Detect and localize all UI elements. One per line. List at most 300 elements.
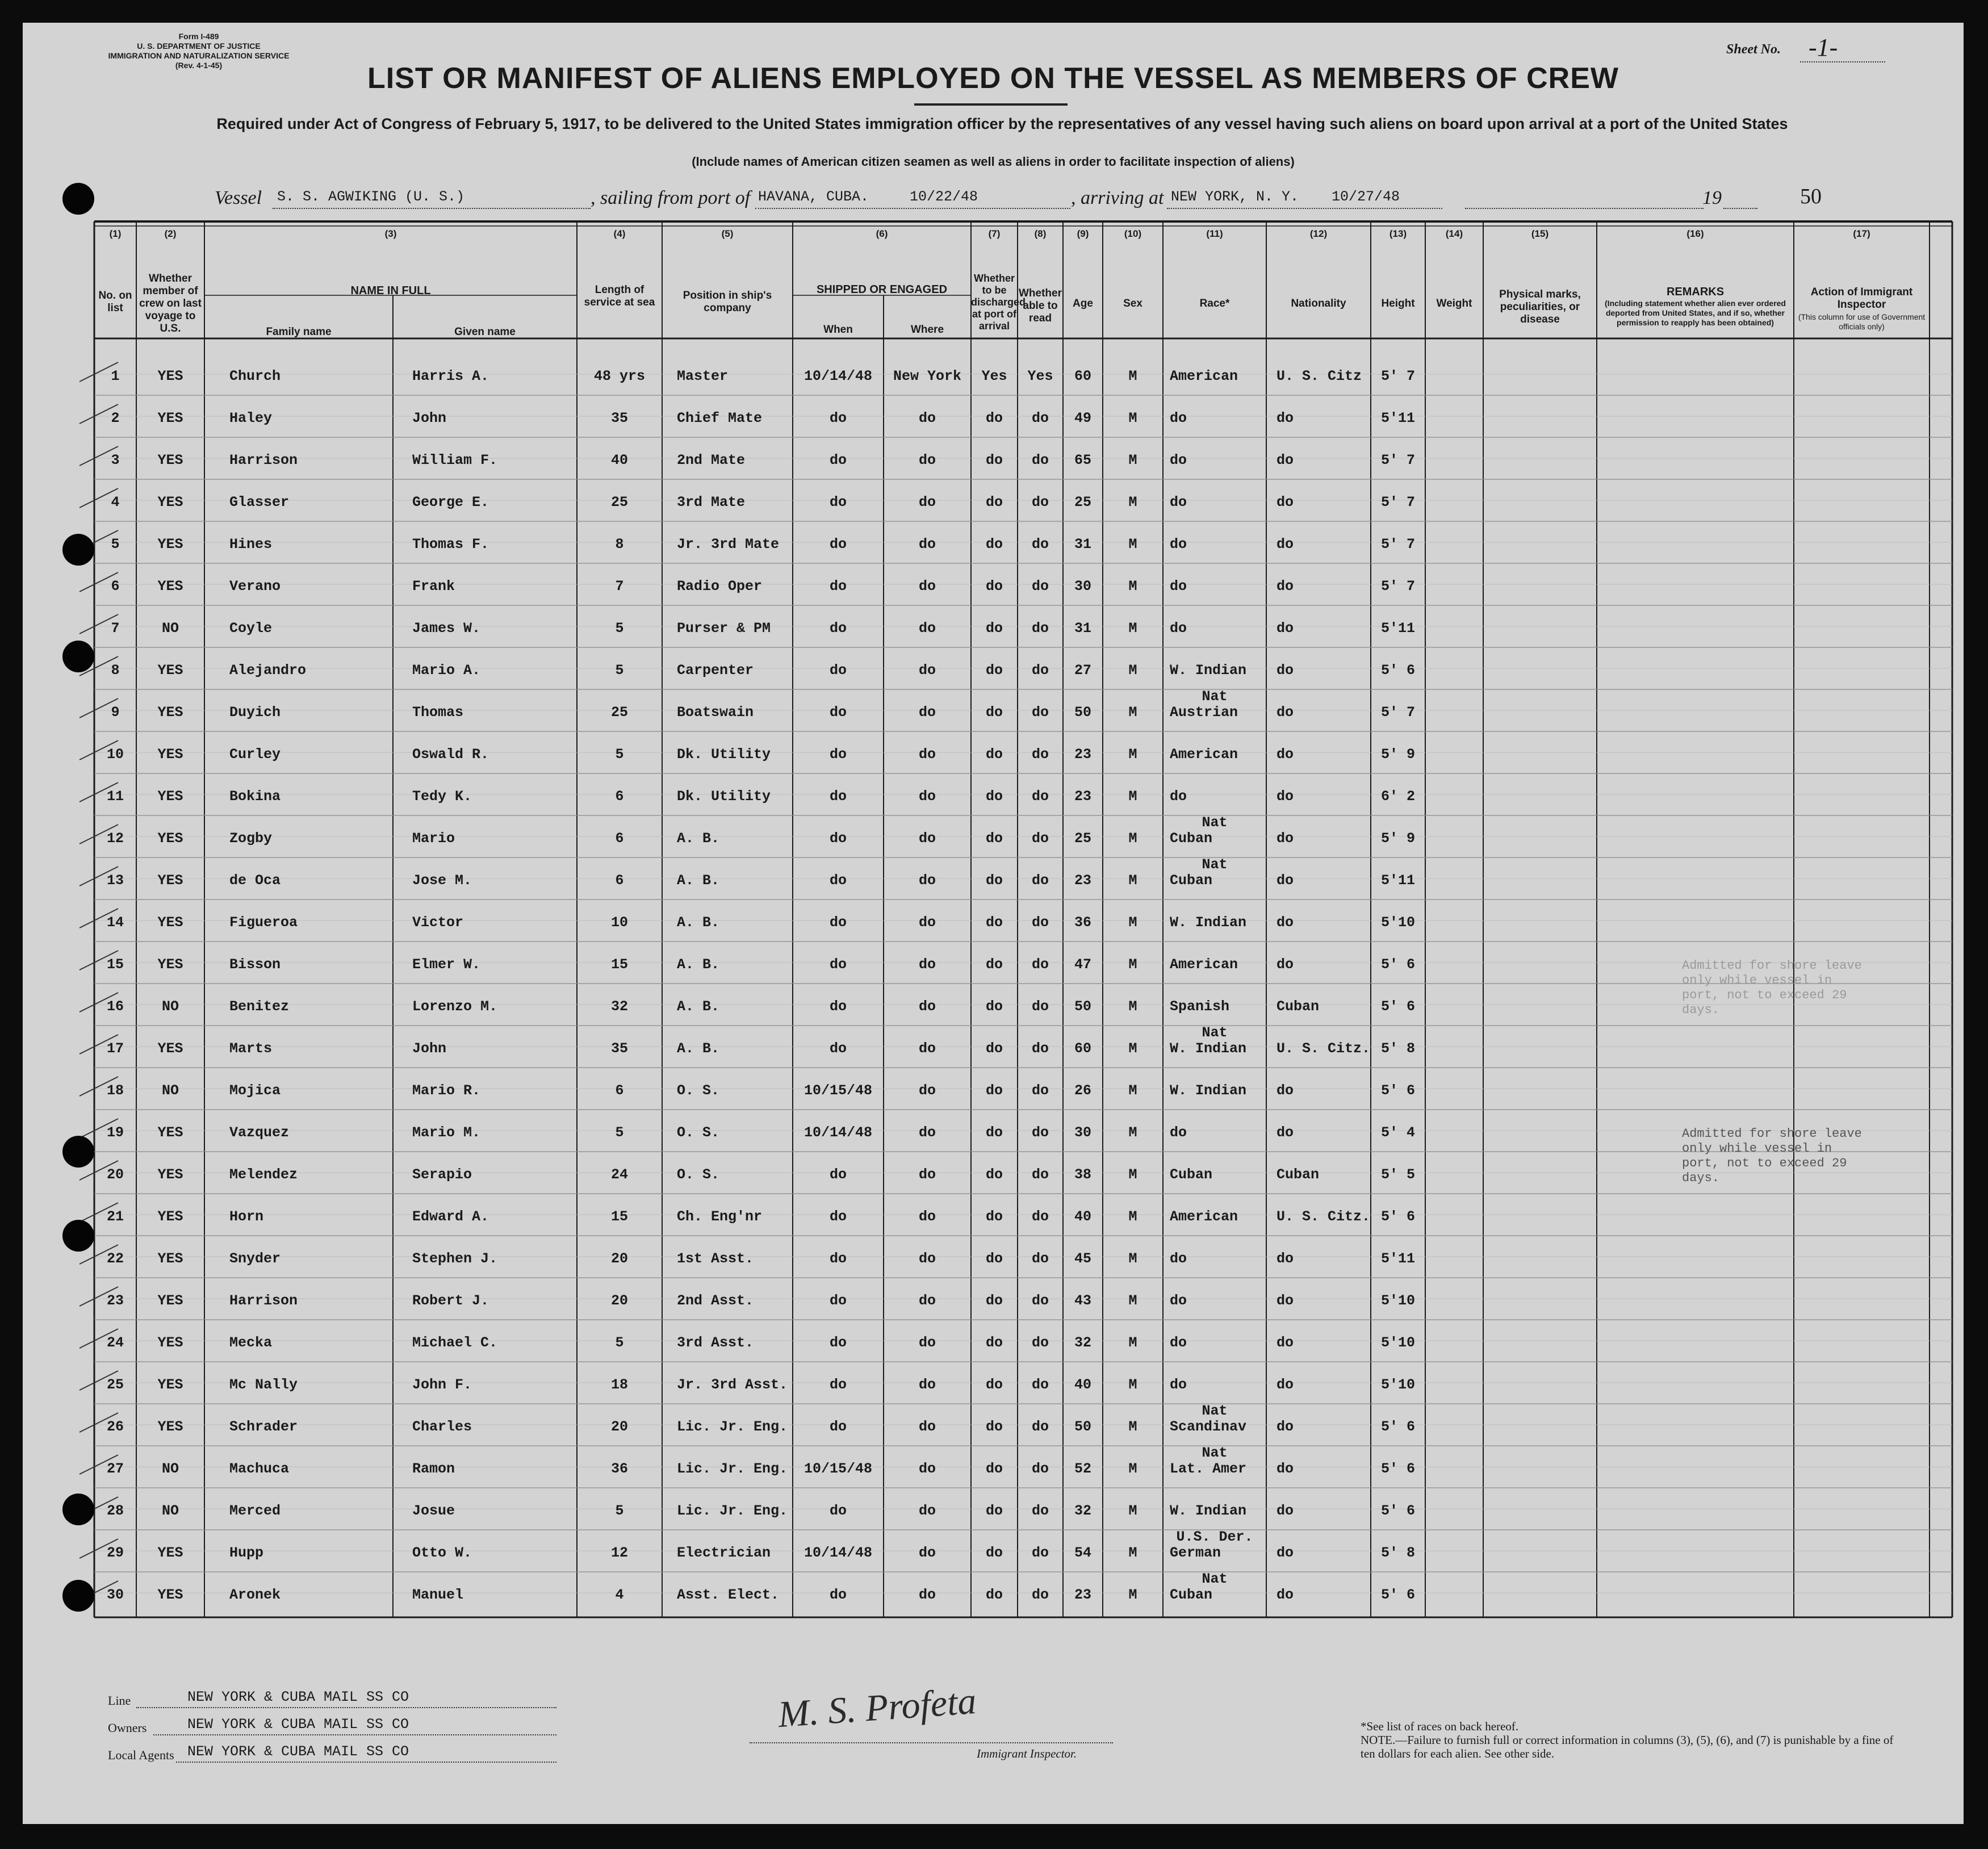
height-cell: 5' 6: [1380, 1461, 1415, 1477]
service-cell: 48 yrs: [593, 368, 645, 384]
shipped-where-cell: do: [918, 914, 936, 931]
family-name-cell: Mojica: [229, 1082, 281, 1099]
owners-label: Owners: [108, 1721, 147, 1735]
col16-number: (16): [1686, 228, 1704, 239]
position-cell: Boatswain: [677, 704, 754, 721]
discharged-cell: Yes: [981, 368, 1007, 384]
height-cell: 5' 6: [1380, 956, 1415, 973]
position-cell: Dk. Utility: [677, 746, 771, 763]
sex-cell: M: [1128, 1166, 1137, 1183]
discharged-cell: do: [985, 1587, 1003, 1603]
discharged-cell: do: [985, 1292, 1003, 1309]
arriving-date: 10/27/48: [1332, 189, 1400, 205]
given-name-cell: Michael C.: [412, 1335, 498, 1351]
sex-cell: M: [1128, 1587, 1137, 1603]
page-title: LIST OR MANIFEST OF ALIENS EMPLOYED ON THE VESSEL AS MEMBERS OF CREW: [367, 62, 1619, 95]
able-to-read-cell: do: [1031, 662, 1049, 679]
family-name-cell: Horn: [229, 1208, 264, 1225]
fine-note: NOTE.—Failure to furnish full or correct information in columns (3), (5), (6), and (7) is punishable by a fine of ten dollars for each alien. See other side.: [1361, 1733, 1894, 1760]
given-name-cell: Thomas: [412, 704, 464, 721]
able-to-read-cell: do: [1031, 956, 1049, 973]
nationality-cell: U. S. Citz.: [1276, 1208, 1371, 1225]
nationality-cell: do: [1276, 536, 1294, 553]
family-name-cell: Bisson: [229, 956, 281, 973]
discharged-cell: do: [985, 662, 1003, 679]
shipped-when-cell: do: [829, 1208, 847, 1225]
service-cell: 12: [610, 1545, 628, 1561]
position-cell: Carpenter: [677, 662, 754, 679]
age-cell: 50: [1074, 998, 1091, 1015]
punch-hole: [62, 1136, 94, 1168]
nationality-cell: do: [1276, 1461, 1294, 1477]
position-cell: 1st Asst.: [677, 1250, 754, 1267]
discharged-cell: do: [985, 1208, 1003, 1225]
shipped-where-cell: do: [918, 452, 936, 468]
position-cell: Asst. Elect.: [677, 1587, 780, 1603]
discharged-cell: do: [985, 746, 1003, 763]
header-race: Race*: [1199, 298, 1230, 309]
header-nationality: Nationality: [1291, 298, 1346, 309]
race-prefix-cell: Nat: [1202, 1445, 1228, 1461]
sex-cell: M: [1128, 536, 1137, 553]
family-name-cell: Hines: [229, 536, 273, 553]
able-to-read-cell: do: [1031, 452, 1049, 468]
discharged-cell: do: [985, 494, 1003, 511]
shipped-where-cell: do: [918, 1377, 936, 1393]
race-cell: W. Indian: [1170, 914, 1247, 931]
form-revision: (Rev. 4-1-45): [175, 61, 223, 70]
family-name-cell: Alejandro: [229, 662, 307, 679]
family-name-cell: Haley: [229, 410, 273, 426]
last-voyage-cell: NO: [161, 1461, 179, 1477]
row-number: 5: [111, 536, 120, 553]
signature-dotline: [750, 1742, 1113, 1743]
punch-hole: [62, 183, 94, 215]
position-cell: Ch. Eng'nr: [677, 1208, 763, 1225]
race-cell: do: [1170, 578, 1187, 595]
manifest-sheet: [23, 23, 1964, 1824]
row-number: 24: [106, 1335, 124, 1351]
family-name-cell: Verano: [229, 578, 281, 595]
header-when: When: [823, 324, 853, 336]
col2-number: (2): [164, 228, 177, 239]
able-to-read-cell: do: [1031, 1545, 1049, 1561]
race-cell: American: [1170, 368, 1238, 384]
race-cell: do: [1170, 1335, 1187, 1351]
discharged-cell: do: [985, 1040, 1003, 1057]
last-voyage-cell: YES: [157, 746, 183, 763]
service-cell: 35: [610, 410, 628, 426]
sex-cell: M: [1128, 368, 1137, 384]
header-physical-marks: Physical marks, peculiarities, or disease: [1499, 288, 1581, 325]
nationality-cell: do: [1276, 704, 1294, 721]
nationality-cell: do: [1276, 914, 1294, 931]
row-number: 12: [106, 830, 124, 847]
service-cell: 5: [615, 662, 624, 679]
last-voyage-cell: YES: [157, 1377, 183, 1393]
height-cell: 5' 5: [1380, 1166, 1415, 1183]
col10-number: (10): [1124, 228, 1142, 239]
age-cell: 40: [1074, 1377, 1091, 1393]
discharged-cell: do: [985, 788, 1003, 805]
shipped-where-cell: do: [918, 788, 936, 805]
shipped-where-cell: do: [918, 1503, 936, 1519]
last-voyage-cell: YES: [157, 872, 183, 889]
shipped-when-cell: 10/14/48: [803, 1124, 873, 1141]
race-cell: do: [1170, 452, 1187, 468]
height-cell: 5' 7: [1380, 368, 1415, 384]
col11-number: (11): [1206, 228, 1223, 239]
family-name-cell: Snyder: [229, 1250, 281, 1267]
position-cell: A. B.: [677, 1040, 720, 1057]
row-number: 2: [111, 410, 120, 426]
shipped-where-cell: do: [918, 1335, 936, 1351]
able-to-read-cell: do: [1031, 1419, 1049, 1435]
shipped-when-cell: do: [829, 1503, 847, 1519]
given-name-cell: William F.: [412, 452, 498, 468]
height-cell: 5' 4: [1380, 1124, 1415, 1141]
shipped-where-cell: do: [918, 1587, 936, 1603]
last-voyage-cell: YES: [157, 1208, 183, 1225]
last-voyage-cell: NO: [161, 1082, 179, 1099]
nationality-cell: U. S. Citz.: [1276, 1040, 1371, 1057]
race-prefix-cell: Nat: [1202, 1024, 1228, 1041]
row-number: 11: [106, 788, 124, 805]
shipped-when-cell: do: [829, 830, 847, 847]
height-cell: 5' 8: [1380, 1545, 1415, 1561]
race-cell: American: [1170, 746, 1238, 763]
shipped-when-cell: do: [829, 956, 847, 973]
include-note: (Include names of American citizen seamen as well as aliens in order to facilitate inspection of aliens): [692, 154, 1295, 169]
nationality-cell: do: [1276, 956, 1294, 973]
shipped-where-cell: do: [918, 998, 936, 1015]
height-cell: 5'10: [1380, 1377, 1415, 1393]
nationality-cell: do: [1276, 1335, 1294, 1351]
age-cell: 36: [1074, 914, 1091, 931]
row-number: 19: [106, 1124, 124, 1141]
shipped-when-cell: do: [829, 704, 847, 721]
given-name-cell: Lorenzo M.: [412, 998, 498, 1015]
sex-cell: M: [1128, 1419, 1137, 1435]
discharged-cell: do: [985, 1377, 1003, 1393]
height-cell: 5' 6: [1380, 1082, 1415, 1099]
row-number: 21: [106, 1208, 124, 1225]
age-cell: 31: [1074, 536, 1091, 553]
family-name-cell: Hupp: [229, 1545, 264, 1561]
shipped-where-cell: do: [918, 1545, 936, 1561]
col14-number: (14): [1445, 228, 1463, 239]
inspector-signature: M. S. Profeta: [776, 1680, 978, 1736]
shipped-when-cell: do: [829, 1377, 847, 1393]
able-to-read-cell: do: [1031, 1124, 1049, 1141]
nationality-cell: do: [1276, 1250, 1294, 1267]
col6-number: (6): [876, 228, 888, 239]
position-cell: 3rd Mate: [677, 494, 746, 511]
position-cell: 2nd Asst.: [677, 1292, 754, 1309]
row-number: 9: [111, 704, 120, 721]
col8-number: (8): [1034, 228, 1047, 239]
agents-label: Local Agents: [108, 1748, 174, 1762]
nationality-cell: do: [1276, 410, 1294, 426]
sex-cell: M: [1128, 1250, 1137, 1267]
height-cell: 5' 9: [1380, 830, 1415, 847]
height-cell: 5' 6: [1380, 998, 1415, 1015]
age-cell: 23: [1074, 788, 1091, 805]
nationality-cell: do: [1276, 620, 1294, 637]
race-prefix-cell: Nat: [1202, 688, 1228, 705]
race-cell: W. Indian: [1170, 662, 1247, 679]
nationality-cell: do: [1276, 872, 1294, 889]
line-label: Line: [108, 1693, 131, 1708]
header-name-in-full: NAME IN FULL: [350, 285, 431, 297]
punch-hole: [62, 641, 94, 672]
row-number: 20: [106, 1166, 124, 1183]
position-cell: Radio Oper: [677, 578, 763, 595]
age-cell: 60: [1074, 368, 1091, 384]
sex-cell: M: [1128, 1335, 1137, 1351]
row-number: 8: [111, 662, 120, 679]
able-to-read-cell: do: [1031, 1166, 1049, 1183]
height-cell: 6' 2: [1380, 788, 1415, 805]
row-number: 14: [106, 914, 124, 931]
height-cell: 5'11: [1380, 872, 1415, 889]
last-voyage-cell: YES: [157, 1587, 183, 1603]
race-prefix-cell: Nat: [1202, 1571, 1228, 1587]
height-cell: 5'10: [1380, 1292, 1415, 1309]
able-to-read-cell: do: [1031, 1461, 1049, 1477]
col13-number: (13): [1389, 228, 1407, 239]
last-voyage-cell: YES: [157, 578, 183, 595]
position-cell: A. B.: [677, 998, 720, 1015]
position-cell: O. S.: [677, 1124, 720, 1141]
given-name-cell: Ramon: [412, 1461, 455, 1477]
age-cell: 32: [1074, 1335, 1091, 1351]
shipped-where-cell: do: [918, 1419, 936, 1435]
age-cell: 49: [1074, 410, 1091, 426]
shipped-where-cell: do: [918, 1250, 936, 1267]
able-to-read-cell: do: [1031, 872, 1049, 889]
last-voyage-cell: YES: [157, 494, 183, 511]
service-cell: 10: [610, 914, 628, 931]
col3-number: (3): [384, 228, 397, 239]
race-cell: do: [1170, 494, 1187, 511]
family-name-cell: Curley: [229, 746, 281, 763]
age-cell: 50: [1074, 1419, 1091, 1435]
row-number: 3: [111, 452, 120, 468]
age-cell: 50: [1074, 704, 1091, 721]
sex-cell: M: [1128, 620, 1137, 637]
header-able-to-read: Whether able to read: [1019, 287, 1062, 324]
nationality-cell: Cuban: [1276, 1166, 1320, 1183]
row-number: 7: [111, 620, 120, 637]
family-name-cell: Harrison: [229, 1292, 298, 1309]
row-number: 25: [106, 1377, 124, 1393]
shipped-where-cell: do: [918, 494, 936, 511]
given-name-cell: George E.: [412, 494, 489, 511]
col4-number: (4): [613, 228, 626, 239]
header-remarks: REMARKS: [1666, 286, 1725, 298]
department: U. S. DEPARTMENT OF JUSTICE: [137, 41, 261, 51]
sex-cell: M: [1128, 1503, 1137, 1519]
service-cell: 15: [610, 1208, 628, 1225]
able-to-read-cell: do: [1031, 1208, 1049, 1225]
punch-hole: [62, 1220, 94, 1252]
shipped-when-cell: do: [829, 662, 847, 679]
age-cell: 38: [1074, 1166, 1091, 1183]
sex-cell: M: [1128, 1208, 1137, 1225]
last-voyage-cell: YES: [157, 1250, 183, 1267]
able-to-read-cell: do: [1031, 704, 1049, 721]
discharged-cell: do: [985, 1250, 1003, 1267]
row-number: 16: [106, 998, 124, 1015]
agents-dotline: [176, 1762, 556, 1763]
service-cell: 5: [615, 1124, 624, 1141]
discharged-cell: do: [985, 620, 1003, 637]
nationality-cell: do: [1276, 1503, 1294, 1519]
age-cell: 26: [1074, 1082, 1091, 1099]
position-cell: O. S.: [677, 1082, 720, 1099]
arriving-label: , arriving at: [1071, 187, 1164, 208]
last-voyage-cell: YES: [157, 1124, 183, 1141]
shipped-where-cell: do: [918, 1124, 936, 1141]
given-name-cell: Frank: [412, 578, 455, 595]
header-height: Height: [1381, 298, 1415, 309]
age-cell: 30: [1074, 578, 1091, 595]
given-name-cell: Mario M.: [412, 1124, 481, 1141]
age-cell: 25: [1074, 494, 1091, 511]
age-cell: 54: [1074, 1545, 1091, 1561]
given-name-cell: Edward A.: [412, 1208, 489, 1225]
shipped-when-cell: do: [829, 1166, 847, 1183]
shipped-where-cell: do: [918, 662, 936, 679]
shipped-where-cell: do: [918, 1208, 936, 1225]
sex-cell: M: [1128, 494, 1137, 511]
last-voyage-cell: YES: [157, 536, 183, 553]
race-cell: Cuban: [1170, 1166, 1213, 1183]
family-name-cell: Benitez: [229, 998, 290, 1015]
sheet-number: -1-: [1809, 34, 1838, 61]
position-cell: A. B.: [677, 872, 720, 889]
nationality-cell: do: [1276, 494, 1294, 511]
remarks-stamp: Admitted for shore leave only while vessel in port, not to exceed 29 days.: [1682, 1127, 1862, 1185]
race-cell: Cuban: [1170, 830, 1213, 847]
age-cell: 43: [1074, 1292, 1091, 1309]
able-to-read-cell: do: [1031, 536, 1049, 553]
shipped-when-cell: do: [829, 452, 847, 468]
height-cell: 5' 9: [1380, 746, 1415, 763]
position-cell: Dk. Utility: [677, 788, 771, 805]
shipped-when-cell: 10/14/48: [803, 368, 873, 384]
age-cell: 23: [1074, 1587, 1091, 1603]
race-prefix-cell: Nat: [1202, 814, 1228, 831]
service-cell: 35: [610, 1040, 628, 1057]
nationality-cell: U. S. Citz: [1276, 368, 1362, 384]
age-cell: 23: [1074, 872, 1091, 889]
service-cell: 20: [610, 1292, 628, 1309]
race-cell: Lat. Amer: [1170, 1461, 1247, 1477]
shipped-when-cell: do: [829, 1335, 847, 1351]
shipped-when-cell: do: [829, 998, 847, 1015]
given-name-cell: John: [412, 410, 447, 426]
able-to-read-cell: do: [1031, 1040, 1049, 1057]
last-voyage-cell: YES: [157, 1545, 183, 1561]
header-age: Age: [1073, 298, 1093, 309]
race-cell: W. Indian: [1170, 1503, 1247, 1519]
family-name-cell: Glasser: [229, 494, 290, 511]
sex-cell: M: [1128, 1377, 1137, 1393]
height-cell: 5'10: [1380, 914, 1415, 931]
shipped-where-cell: do: [918, 620, 936, 637]
sex-cell: M: [1128, 788, 1137, 805]
discharged-cell: do: [985, 872, 1003, 889]
able-to-read-cell: do: [1031, 914, 1049, 931]
sex-cell: M: [1128, 1461, 1137, 1477]
service-cell: 7: [615, 578, 624, 595]
sex-cell: M: [1128, 1292, 1137, 1309]
able-to-read-cell: do: [1031, 1250, 1049, 1267]
punch-hole: [62, 534, 94, 566]
able-to-read-cell: do: [1031, 1335, 1049, 1351]
given-name-cell: Charles: [412, 1419, 472, 1435]
inspector-label: Immigrant Inspector.: [977, 1747, 1077, 1760]
discharged-cell: do: [985, 1335, 1003, 1351]
shipped-where-cell: do: [918, 578, 936, 595]
height-cell: 5' 7: [1380, 704, 1415, 721]
shipped-where-cell: do: [918, 956, 936, 973]
nationality-cell: do: [1276, 1082, 1294, 1099]
nationality-cell: do: [1276, 1377, 1294, 1393]
last-voyage-cell: YES: [157, 1166, 183, 1183]
row-number: 13: [106, 872, 124, 889]
position-cell: Master: [677, 368, 729, 384]
given-name-cell: Harris A.: [412, 368, 489, 384]
able-to-read-cell: do: [1031, 1587, 1049, 1603]
shipped-where-cell: do: [918, 1292, 936, 1309]
last-voyage-cell: YES: [157, 1040, 183, 1057]
position-cell: 3rd Asst.: [677, 1335, 754, 1351]
race-prefix-cell: Nat: [1202, 856, 1228, 873]
position-cell: A. B.: [677, 830, 720, 847]
discharged-cell: do: [985, 704, 1003, 721]
last-voyage-cell: YES: [157, 704, 183, 721]
given-name-cell: John F.: [412, 1377, 472, 1393]
col7-number: (7): [988, 228, 1001, 239]
position-cell: Lic. Jr. Eng.: [677, 1503, 788, 1519]
age-cell: 65: [1074, 452, 1091, 468]
sex-cell: M: [1128, 452, 1137, 468]
position-cell: A. B.: [677, 914, 720, 931]
height-cell: 5' 7: [1380, 452, 1415, 468]
family-name-cell: Vazquez: [229, 1124, 290, 1141]
given-name-cell: James W.: [412, 620, 481, 637]
nationality-cell: do: [1276, 662, 1294, 679]
shipped-when-cell: do: [829, 1250, 847, 1267]
family-name-cell: Duyich: [229, 704, 281, 721]
row-number: 27: [106, 1461, 124, 1477]
service-cell: 20: [610, 1250, 628, 1267]
family-name-cell: Mecka: [229, 1335, 273, 1351]
last-voyage-cell: YES: [157, 830, 183, 847]
age-cell: 60: [1074, 1040, 1091, 1057]
family-name-cell: Zogby: [229, 830, 273, 847]
header-no-on-list: No. on list: [98, 290, 132, 314]
height-cell: 5' 6: [1380, 1503, 1415, 1519]
service-cell: 5: [615, 746, 624, 763]
race-cell: Spanish: [1170, 998, 1230, 1015]
sex-cell: M: [1128, 830, 1137, 847]
shipped-where-cell: do: [918, 1461, 936, 1477]
able-to-read-cell: do: [1031, 620, 1049, 637]
